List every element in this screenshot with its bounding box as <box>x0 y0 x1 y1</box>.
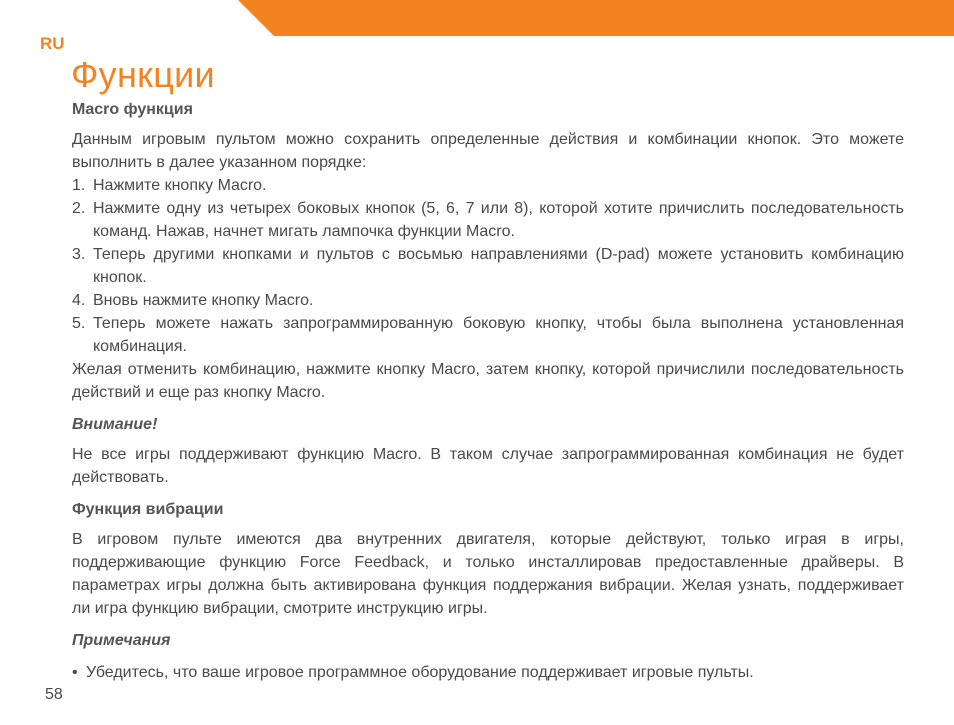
note-text: Убедитесь, что ваше игровое программное оборудование поддерживает игровые пульты. <box>86 664 754 681</box>
list-item <box>72 174 904 197</box>
macro-heading: Macro функция <box>72 101 193 118</box>
macro-cancel-text: Желая отменить комбинацию, нажмите кнопку Macro, затем кнопку, которой причислили последовательность действий и еще раз кнопку Macro. <box>72 361 904 401</box>
page-number: 58 <box>45 686 63 703</box>
warning-text: Не все игры поддерживают функцию Macro. В таком случае запрограммированная комбинация не будет действовать. <box>72 446 904 486</box>
page-title: Функции <box>71 54 215 95</box>
macro-intro: Данным игровым пультом можно сохранить определенные действия и комбинации кнопок. Это можете выполнить в далее указанном порядке: <box>72 131 904 171</box>
step-text: Теперь можете нажать запрограммированную боковую кнопку, чтобы была выполнена установленная комбинация. <box>93 315 904 355</box>
step-text: Нажмите одну из четырех боковых кнопок (5, 6, 7 или 8), которой хотите причислить последовательность команд. Нажав, начнет мигать лампочка функции Macro. <box>93 200 904 240</box>
step-number: 3. <box>72 246 86 263</box>
notes-list <box>72 661 904 684</box>
list-item <box>72 661 904 684</box>
language-label: RU <box>40 34 65 53</box>
vibration-heading: Функция вибрации <box>72 501 224 518</box>
step-number: 5. <box>72 315 86 332</box>
list-item <box>72 197 904 243</box>
step-number: 1. <box>72 177 86 194</box>
step-text: Теперь другими кнопками и пультов с восьмью направлениями (D-pad) можете установить комбинацию кнопок. <box>93 246 904 286</box>
step-text: Вновь нажмите кнопку Macro. <box>93 292 314 309</box>
list-item <box>72 243 904 289</box>
macro-steps-list <box>72 174 904 358</box>
step-number: 2. <box>72 200 86 217</box>
warning-heading: Внимание! <box>72 416 158 433</box>
main-content <box>72 98 904 684</box>
vibration-text: В игровом пульте имеются два внутренних двигателя, которые действуют, только играя в игры, поддерживающие функцию Force Feedback, и только инсталлировав предоставленные драйверы. В параметрах игры должна быть активирована функция поддержания вибрации. Желая узнать, поддерживает ли игра функцию вибрации, смотрите инструкцию игры. <box>72 531 904 617</box>
header-band <box>238 0 954 36</box>
notes-heading: Примечания <box>72 632 171 649</box>
step-number: 4. <box>72 292 86 309</box>
list-item <box>72 312 904 358</box>
list-item <box>72 289 904 312</box>
bullet-icon: • <box>72 664 78 681</box>
step-text: Нажмите кнопку Macro. <box>93 177 267 194</box>
